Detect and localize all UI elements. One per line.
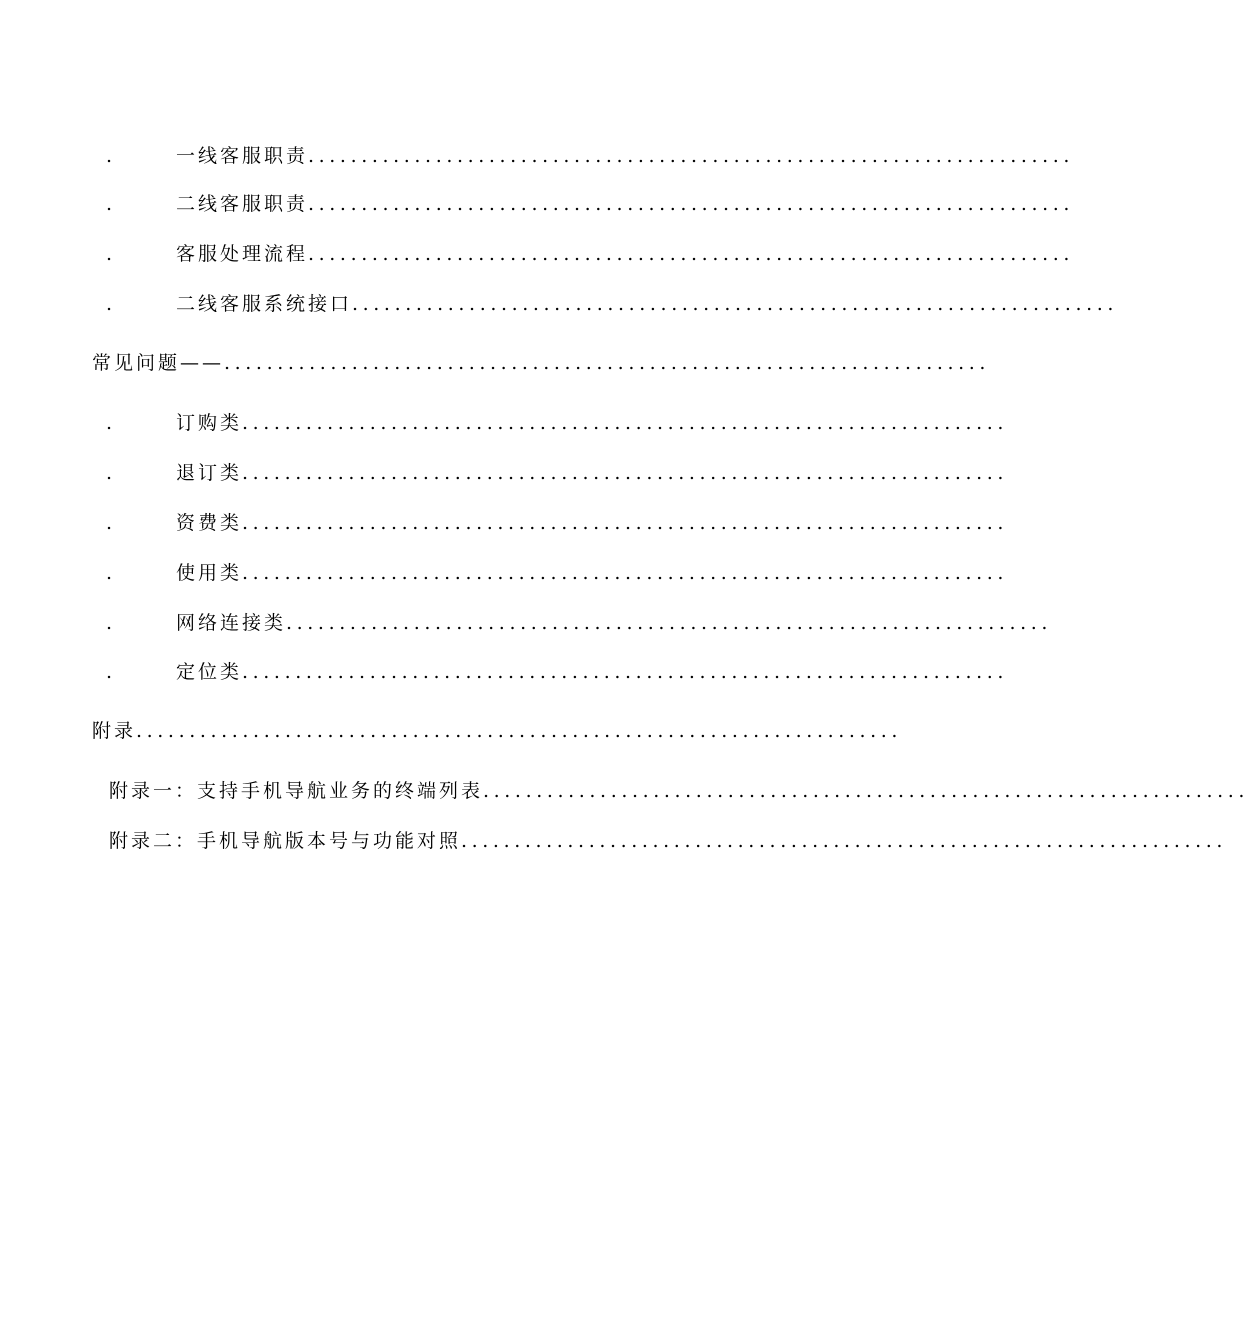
toc-entry-title: 资费类 (176, 512, 243, 534)
toc-dot-leader: ........................................................................ (242, 661, 1009, 683)
toc-entry[interactable] (106, 605, 1053, 635)
toc-entry[interactable] (106, 654, 1009, 684)
toc-entry-title: 一线客服职责 (176, 145, 309, 167)
toc-entry[interactable] (109, 773, 1249, 803)
toc-entry-number: . (106, 193, 116, 215)
toc-entry[interactable] (106, 236, 1075, 266)
toc-entry-number: . (106, 243, 116, 265)
toc-dot-leader: ........................................................................ (308, 145, 1075, 167)
toc-dot-leader: ........................................................................ (136, 720, 903, 742)
toc-entry-title: 附录一：支持手机导航业务的终端列表 (109, 780, 484, 802)
toc-entry[interactable] (106, 286, 1119, 316)
toc-dot-leader: ........................................................................ (308, 193, 1075, 215)
toc-entry-title: 订购类 (176, 412, 243, 434)
toc-entry-title: 网络连接类 (176, 612, 287, 634)
toc-entry[interactable] (106, 455, 1009, 485)
toc-entry[interactable] (106, 186, 1075, 216)
toc-entry-number: . (106, 462, 116, 484)
toc-entry[interactable] (106, 405, 1009, 435)
toc-entry-number: . (106, 512, 116, 534)
toc-entry-title: 客服处理流程 (176, 243, 309, 265)
toc-dot-leader: ........................................................................ (286, 612, 1053, 634)
toc-entry-title: 定位类 (176, 661, 243, 683)
toc-entry-number: . (106, 145, 116, 167)
toc-entry-title: 二线客服职责 (176, 193, 309, 215)
toc-entry[interactable] (109, 823, 1228, 853)
toc-dot-leader: ........................................................................ (242, 462, 1009, 484)
toc-entry[interactable] (106, 505, 1009, 535)
toc-entry-number: . (106, 562, 116, 584)
toc-entry-number: . (106, 293, 116, 315)
toc-dot-leader: ........................................................................ (483, 780, 1249, 802)
toc-dot-leader: ........................................................................ (308, 243, 1075, 265)
toc-entry-number: . (106, 661, 116, 683)
toc-entry[interactable] (106, 555, 1009, 585)
toc-dot-leader: ........................................................................ (242, 512, 1009, 534)
toc-entry-title: 附录二：手机导航版本号与功能对照 (109, 830, 462, 852)
toc-entry-number: . (106, 412, 116, 434)
toc-dot-leader: ........................................................................ (242, 562, 1009, 584)
toc-dot-leader: ........................................................................ (242, 412, 1009, 434)
toc-entry-number: . (106, 612, 116, 634)
toc-dot-leader: ........................................................................ (224, 352, 991, 374)
toc-entry[interactable] (92, 713, 903, 743)
toc-entry-title: 二线客服系统接口 (176, 293, 353, 315)
toc-entry-title: 退订类 (176, 462, 243, 484)
toc-dot-leader: ........................................................................ (461, 830, 1228, 852)
toc-entry[interactable] (106, 138, 1075, 168)
toc-entry-title: 常见问题—— (92, 352, 225, 374)
toc-entry[interactable] (92, 345, 991, 375)
toc-dot-leader: ........................................................................ (352, 293, 1119, 315)
toc-entry-title: 使用类 (176, 562, 243, 584)
toc-entry-title: 附录 (92, 720, 137, 742)
